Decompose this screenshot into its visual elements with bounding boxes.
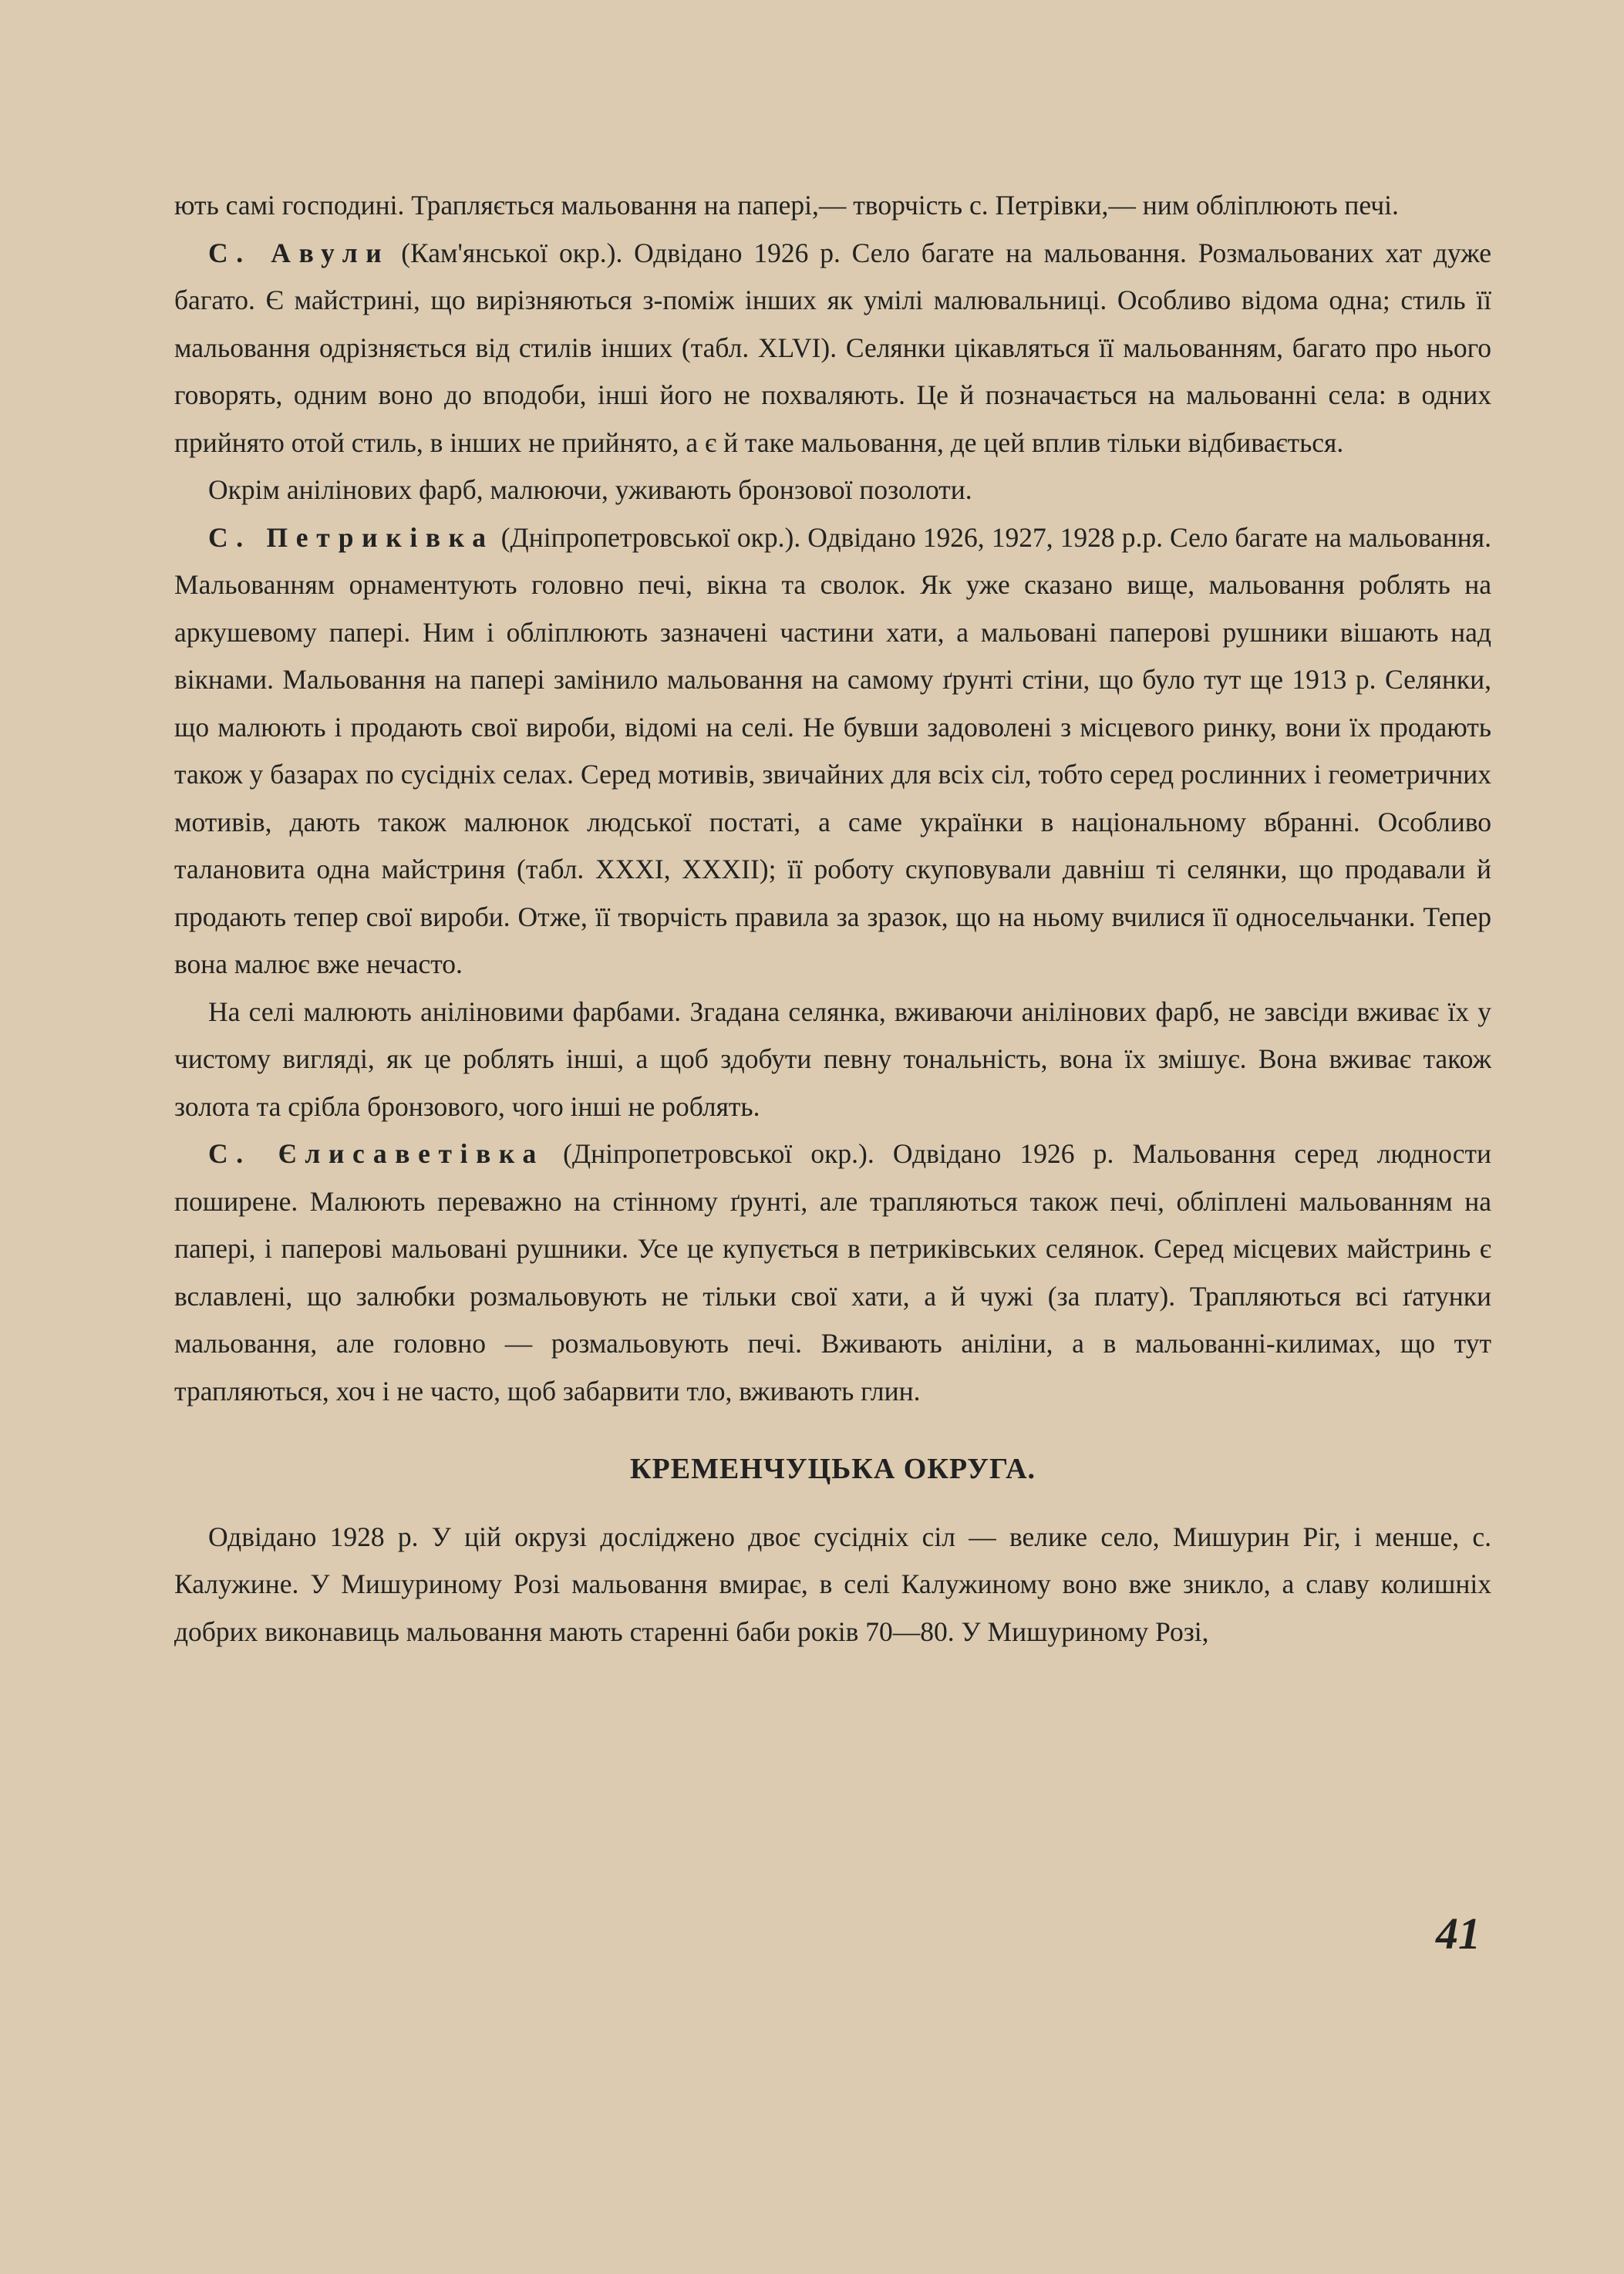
village-name: С. Авули <box>208 237 390 268</box>
paragraph-text: ють самі господині. Трапляється мальовання на папері,— творчість с. Петрівки,— ним обліплюють печі. <box>174 190 1399 221</box>
paragraph-text: Одвідано 1928 р. У цій окрузі досліджено двоє сусідніх сіл — велике село, Мишурин Ріг, і менше, с. Калужине. У Мишуриному Розі мальовання вмирає, в селі Калужиному воно вже зникло, а славу колишніх добрих виконавиць мальовання мають старенні баби років 70—80. У Мишуриному Розі, <box>174 1521 1491 1647</box>
paragraph-text: На селі малюють аніліновими фарбами. Згадана селянка, вживаючи аніліновиx фарб, не завсіди вживає їх у чистому вигляді, як це роблять інші, а щоб здобути певну тональність, вона їх змішує. Вона вживає також золота та срібла бронзового, чого інші не роблять. <box>174 996 1491 1122</box>
document-body <box>174 182 1491 1656</box>
section-heading: КРЕМЕНЧУЦЬКА ОКРУГА. <box>629 1453 1036 1485</box>
paragraph-continuation <box>174 182 1491 230</box>
paragraph-text: (Дніпропетровської окр.). Одвідано 1926 р. Мальовання серед людности поширене. Малюють переважно на стінному ґрунті, але трапляються також печі, обліплені мальованням на папері, і паперові мальовані рушники. Усе це купується в петриківських селянок. Серед місцевих майстринь є вславлені, що залюбки розмальовують не тільки свої хати, а й чужі (за плату). Трапляються всі ґатунки мальовання, але головно — розмальовують печі. Вживають аніліни, а в мальованні-килимах, що тут трапляються, хоч і не часто, щоб забарвити тло, вживають глин. <box>174 1138 1491 1407</box>
paragraph-kremenchuk <box>174 1514 1491 1656</box>
paragraph-yelysavetivka <box>174 1130 1491 1415</box>
paragraph-avuly <box>174 230 1491 467</box>
paragraph-petrykivka <box>174 514 1491 989</box>
paragraph-text: Окрім аніліновиx фарб, малюючи, уживають бронзової позолоти. <box>208 474 972 505</box>
village-name: С. Петриківка <box>208 521 494 553</box>
page-number: 41 <box>1436 1908 1481 1959</box>
paragraph-aniline <box>174 989 1491 1131</box>
paragraph-text: (Дніпропетровської окр.). Одвідано 1926, 1927, 1928 р.р. Село багате на мальовання. Мальованням орнаментують головно печі, вікна та сволок. Як уже сказано вище, мальовання роблять на аркушевому папері. Ним і обліплюють зазначені частини хати, а мальовані паперові рушники вішають над вікнами. Мальовання на папері замінило мальовання на самому ґрунті стіни, що було тут ще 1913 р. Селянки, що малюють і продають свої вироби, відомі на селі. Не бувши задоволені з місцевого ринку, вони їх продають також у базарах по сусідніх селах. Серед мотивів, звичайних для всіх сіл, тобто серед рослинних і геометричних мотивів, дають також малюнок людської постаті, а саме українки в національному вбранні. Особливо талановита одна майстриня (табл. XXXI, XXXII); її роботу скуповували давніш ті селянки, що продавали й продають тепер свої вироби. Отже, її творчість правила за зразок, що на ньому вчилися її односельчанки. Тепер вона малює вже нечасто. <box>174 521 1491 979</box>
paragraph-text: (Кам'янської окр.). Одвідано 1926 р. Село багате на мальовання. Розмальованих хат дуже багато. Є майстрині, що вирізняються з-поміж інших як умілі малювальниці. Особливо відома одна; стиль її мальовання одрізняється від стилів інших (табл. XLVI). Селянки цікавляться її мальованням, багато про нього говорять, одним воно до вподоби, інші його не похваляють. Це й позначається на мальованні села: в одних прийнято отой стиль, в інших не прийнято, а є й таке мальовання, де цей вплив тільки відбивається. <box>174 237 1491 458</box>
paragraph-bronze <box>174 467 1491 514</box>
village-name: С. Єлисаветівка <box>208 1138 544 1169</box>
